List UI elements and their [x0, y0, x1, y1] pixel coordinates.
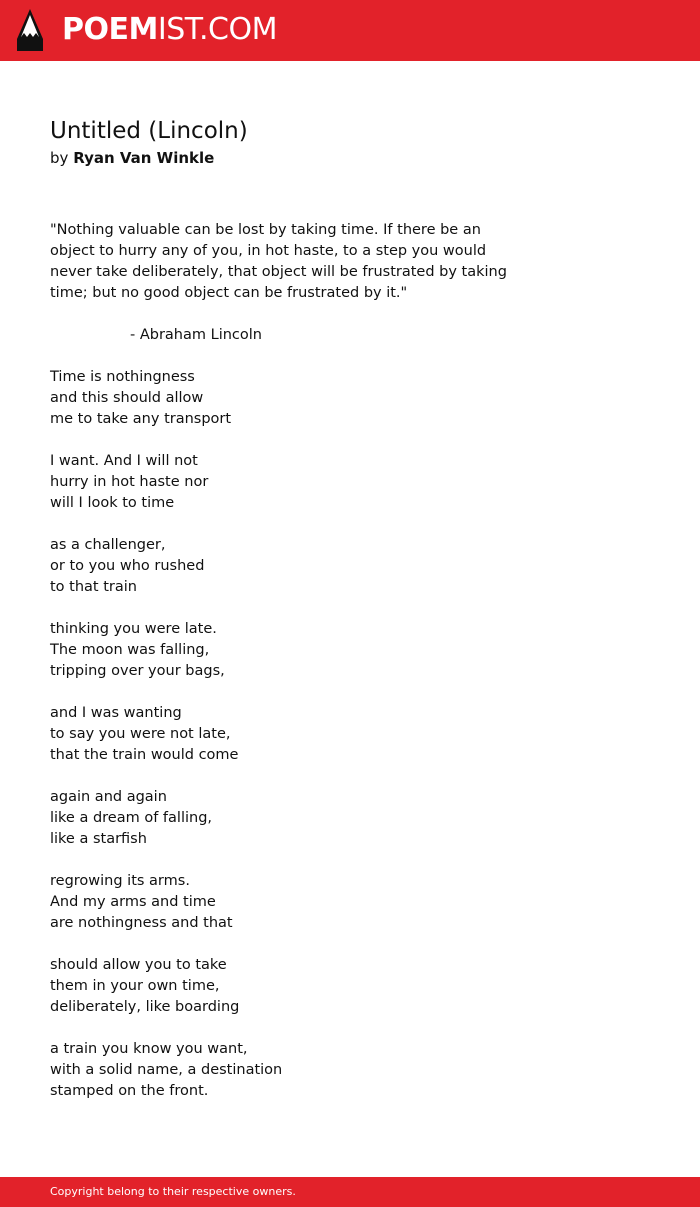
poem-line: me to take any transport — [50, 411, 232, 427]
epigraph-attribution: - Abraham Lincoln — [130, 327, 262, 343]
stanza — [50, 535, 650, 598]
poem-body — [50, 367, 650, 1102]
author-name: Ryan Van Winkle — [73, 149, 215, 167]
poem-title: Untitled (Lincoln) — [50, 118, 248, 144]
site-logo[interactable] — [62, 12, 277, 48]
poem-line: regrowing its arms. — [50, 873, 190, 889]
poem-line: like a starfish — [50, 831, 147, 847]
epigraph-quote: "Nothing valuable can be lost by taking time. If there be an object to hurry any of you, in hot haste, to a step you would never take deliberately, that object will be frustrated by taking time; but no good object can be frustrated by it." — [50, 222, 507, 301]
poem-line: with a solid name, a destination — [50, 1062, 283, 1078]
stanza — [50, 955, 650, 1018]
poem-line: them in your own time, — [50, 978, 220, 994]
poem-line: like a dream of falling, — [50, 810, 213, 826]
poem-line: and I was wanting — [50, 705, 182, 721]
poem-line: deliberately, like boarding — [50, 999, 240, 1015]
poem-line: to that train — [50, 579, 137, 595]
poem-content — [50, 116, 650, 1123]
poem-line: hurry in hot haste nor — [50, 474, 209, 490]
stanza — [50, 1039, 650, 1102]
poem-line: The moon was falling, — [50, 642, 210, 658]
poem-line: should allow you to take — [50, 957, 227, 973]
logo-bold-text: POEM — [62, 12, 158, 47]
poem-line: Time is nothingness — [50, 369, 195, 385]
poem-line: thinking you were late. — [50, 621, 217, 637]
poem-line: a train you know you want, — [50, 1041, 248, 1057]
copyright-text: Copyright belong to their respective owners. — [50, 1185, 296, 1198]
poem-line: stamped on the front. — [50, 1083, 209, 1099]
site-header — [0, 0, 700, 61]
poem-line: again and again — [50, 789, 167, 805]
poem-line: will I look to time — [50, 495, 175, 511]
poem-line: are nothingness and that — [50, 915, 233, 931]
poem-line: And my arms and time — [50, 894, 216, 910]
poem-line: as a challenger, — [50, 537, 166, 553]
stanza — [50, 451, 650, 514]
poem-line: that the train would come — [50, 747, 239, 763]
stanza — [50, 703, 650, 766]
poem-line: tripping over your bags, — [50, 663, 225, 679]
poem-line: or to you who rushed — [50, 558, 205, 574]
stanza — [50, 871, 650, 934]
logo-light-text: IST.COM — [157, 12, 277, 47]
poem-line: and this should allow — [50, 390, 204, 406]
poem-line: to say you were not late, — [50, 726, 231, 742]
stanza — [50, 367, 650, 430]
pencil-tip-icon[interactable] — [17, 9, 43, 51]
by-label: by — [50, 149, 69, 167]
site-footer — [0, 1177, 700, 1207]
poem-line: I want. And I will not — [50, 453, 198, 469]
stanza — [50, 619, 650, 682]
byline — [50, 146, 650, 170]
stanza — [50, 787, 650, 850]
